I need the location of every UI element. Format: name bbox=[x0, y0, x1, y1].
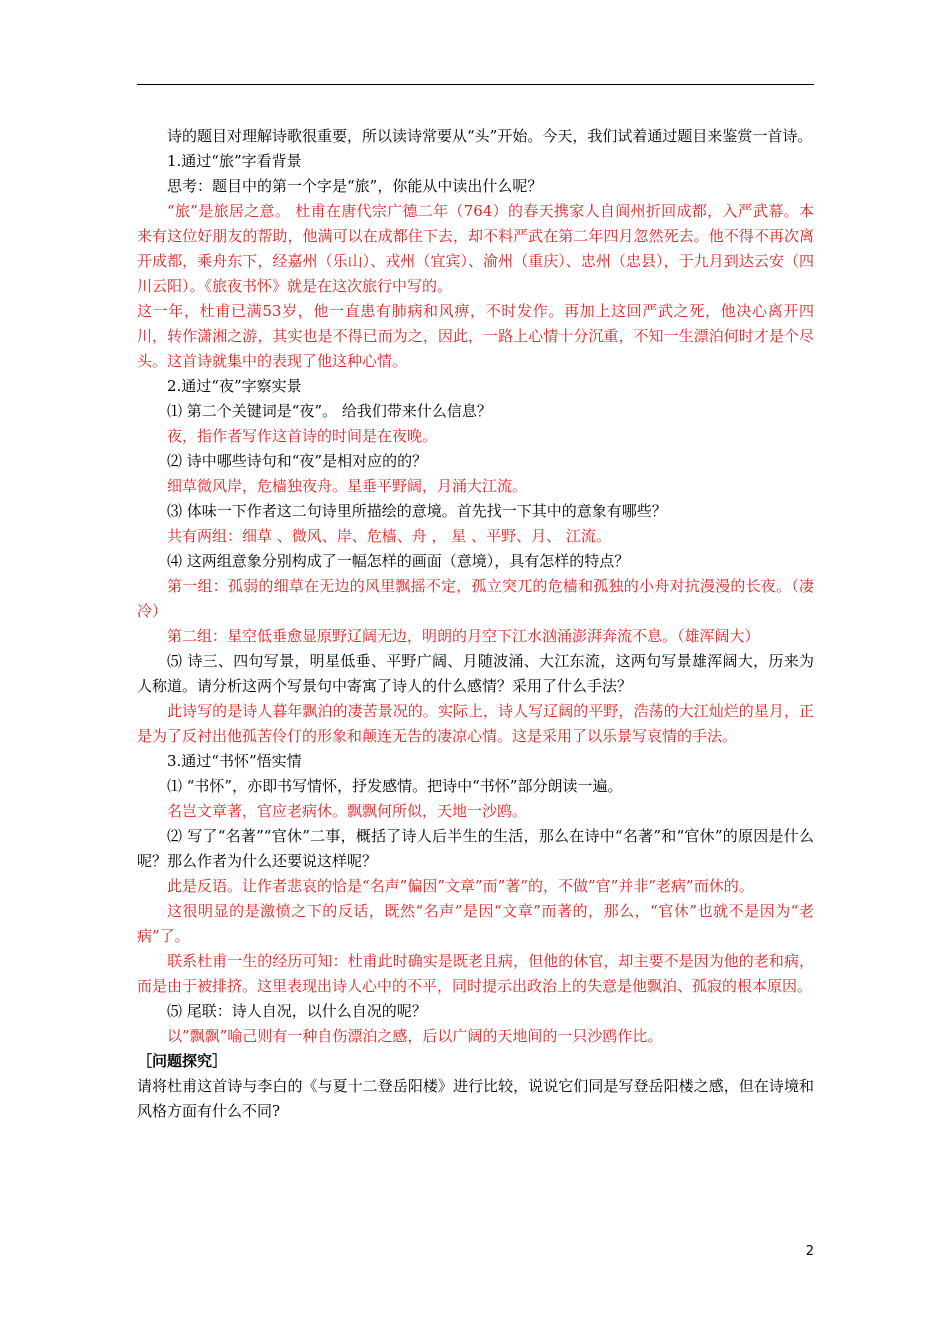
question-paragraph: 诗的题目对理解诗歌很重要，所以读诗常要从“头”开始。今天，我们试着通过题目来鉴赏一首诗。 bbox=[167, 127, 813, 145]
question-paragraph: 2.通过“夜”字察实景 bbox=[167, 377, 302, 395]
question-paragraph: 请将杜甫这首诗与李白的《与夏十二登岳阳楼》进行比较，说说它们同是写登岳阳楼之感，但在诗境和风格方面有什么不同? bbox=[137, 1077, 814, 1120]
question-paragraph: 1.通过“旅”字看背景 bbox=[167, 152, 302, 170]
question-paragraph: ⑸ 尾联：诗人自况，以什么自况的呢？ bbox=[167, 1002, 427, 1020]
question-paragraph: ⑴ “书怀”，亦即书写情怀，抒发感情。把诗中“书怀”部分朗读一遍。 bbox=[167, 777, 623, 795]
question-paragraph: ⑴ 第二个关键词是“夜”。 给我们带来什么信息？ bbox=[167, 402, 492, 420]
question-paragraph: ⑶ 体味一下作者这二句诗里所描绘的意境。首先找一下其中的意象有哪些？ bbox=[167, 502, 667, 520]
page-number: 2 bbox=[805, 1244, 814, 1259]
answer-paragraph: 第一组：孤弱的细草在无边的风里飘摇不定，孤立突兀的危樯和孤独的小舟对抗漫漫的长夜。（凄冷） bbox=[137, 577, 814, 620]
answer-paragraph: 此诗写的是诗人暮年飘泊的凄苦景况的。实际上，诗人写辽阔的平野，浩荡的大江灿烂的星月，正是为了反衬出他孤苦伶仃的形象和颠连无告的凄凉心情。这是采用了以乐景写哀情的手法。 bbox=[137, 702, 814, 745]
answer-paragraph: 这很明显的是激愤之下的反话，既然“名声”是因“文章”而著的，那么，“官休”也就不是因为“老病”了。 bbox=[137, 902, 814, 945]
question-paragraph: 3.通过“书怀”悟实情 bbox=[167, 752, 302, 770]
header-rule bbox=[137, 84, 814, 85]
question-paragraph: ⑷ 这两组意象分别构成了一幅怎样的画面（意境），具有怎样的特点？ bbox=[167, 552, 630, 570]
answer-paragraph: 夜，指作者写作这首诗的时间是在夜晚。 bbox=[167, 427, 438, 445]
answer-paragraph: 细草微风岸，危樯独夜舟。星垂平野阔，月涌大江流。 bbox=[167, 477, 528, 495]
question-paragraph: ⑵ 诗中哪些诗句和“夜”是相对应的的？ bbox=[167, 452, 428, 470]
answer-paragraph: 以”飘飘”喻己则有一种自伤漂泊之感，后以广阔的天地间的一只沙鸥作比。 bbox=[167, 1027, 663, 1045]
answer-paragraph: 共有两组：细草 、微风、岸、危樯、舟 ， 星 、平野、月、 江流。 bbox=[167, 527, 611, 545]
answer-paragraph: 这一年，杜甫已满53岁，他一直患有肺病和风痹，不时发作。再加上这回严武之死，他决心离开四川，转作潇湘之游，其实也是不得已而为之，因此，一路上心情十分沉重，不知一生漂泊何时才是个尽头。这首诗就集中的表现了他这种心情。 bbox=[137, 302, 814, 370]
answer-paragraph: “旅”是旅居之意。 杜甫在唐代宗广德二年（764）的春天携家人自阆州折回成都，入严武幕。本来有这位好朋友的帮助，他满可以在成都住下去，却不料严武在第二年四月忽然死去。他不得不再次离开成都，乘舟东下，经嘉州（乐山）、戎州（宜宾）、渝州（重庆）、忠州（忠县），于九月到达云安（四川云阳）。《旅夜书怀》就是在这次旅行中写的。 bbox=[137, 202, 814, 295]
document-body bbox=[137, 124, 814, 1124]
answer-paragraph: 名岂文章著，官应老病休。飘飘何所似，天地一沙鸥。 bbox=[167, 802, 528, 820]
question-paragraph: ⑵ 写了“名著”“官休”二事，概括了诗人后半生的生活，那么在诗中“名著”和“官休”的原因是什么呢？那么作者为什么还要说这样呢？ bbox=[137, 827, 814, 870]
answer-paragraph: 此是反语。让作者悲哀的恰是“名声”偏因”文章”而”著”的，不做”官”并非”老病”而休的。 bbox=[167, 877, 754, 895]
question-paragraph: 思考：题目中的第一个字是“旅”，你能从中读出什么呢？ bbox=[167, 177, 543, 195]
section-heading: ［问题探究］ bbox=[137, 1052, 228, 1070]
answer-paragraph: 联系杜甫一生的经历可知：杜甫此时确实是既老且病，但他的休官，却主要不是因为他的老和病，而是由于被排挤。这里表现出诗人心中的不平，同时提示出政治上的失意是他飘泊、孤寂的根本原因。 bbox=[137, 952, 814, 995]
question-paragraph: ⑸ 诗三、四句写景，明星低垂、平野广阔、月随波涌、大江东流，这两句写景雄浑阔大，历来为人称道。请分析这两个写景句中寄寓了诗人的什么感情？采用了什么手法？ bbox=[137, 652, 814, 695]
answer-paragraph: 第二组：星空低垂愈显原野辽阔无边，明朗的月空下江水汹涌澎湃奔流不息。（雄浑阔大） bbox=[167, 627, 760, 645]
